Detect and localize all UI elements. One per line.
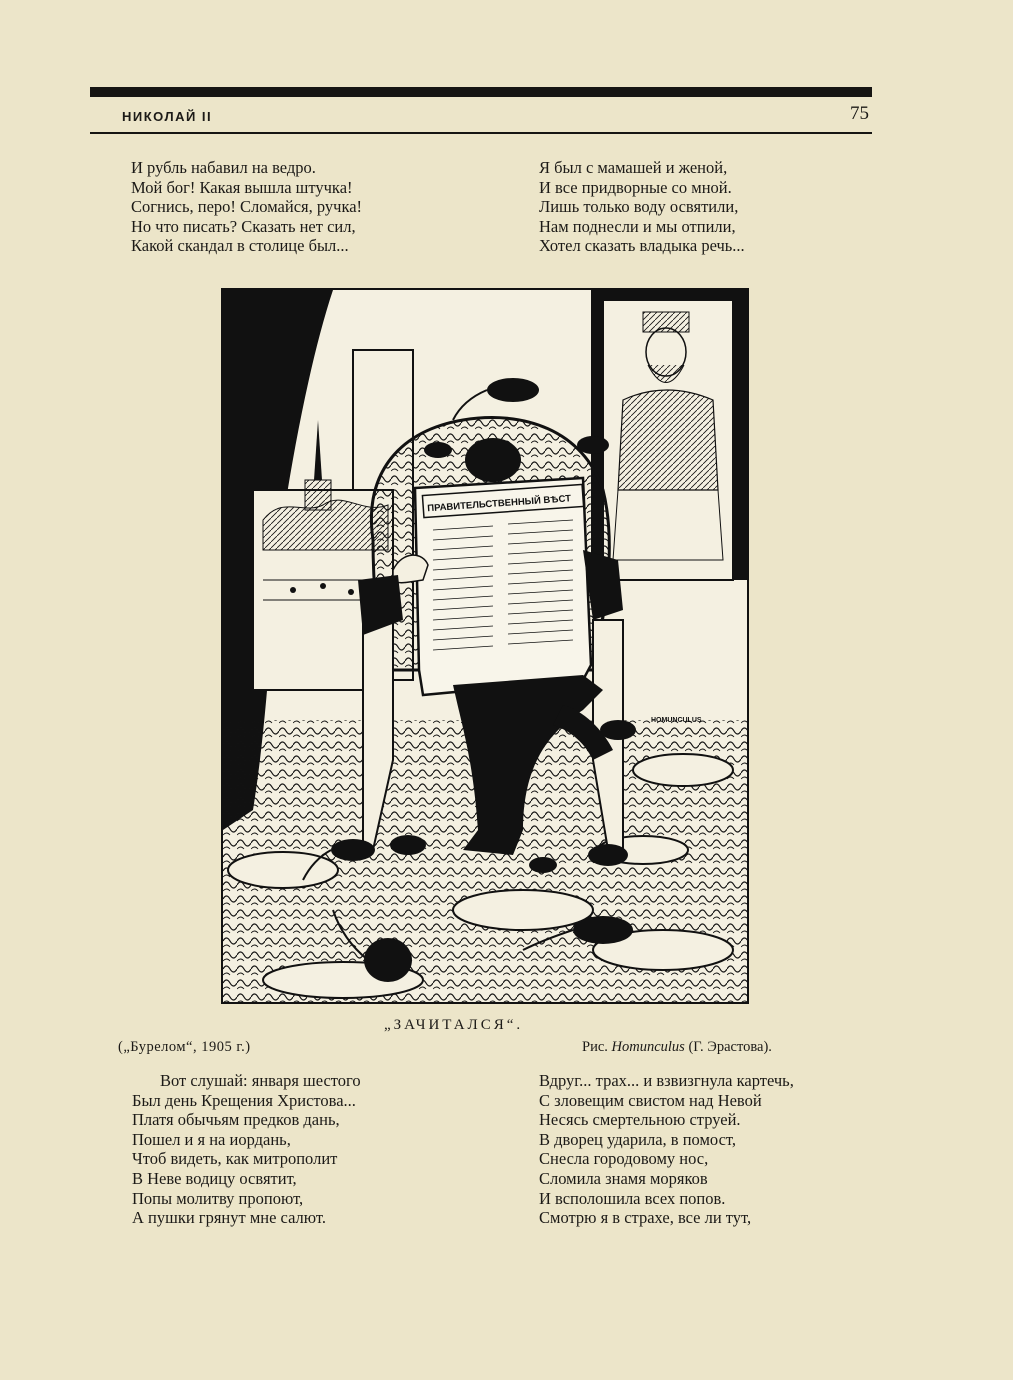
verse-line: С зловещим свистом над Невой xyxy=(539,1090,762,1110)
page-number: 75 xyxy=(850,103,869,124)
verse-line: Но что писать? Сказать нет сил, xyxy=(131,216,356,236)
verse-bottom-left xyxy=(132,1071,361,1228)
illustration-caption: „ЗАЧИТАЛСЯ“. xyxy=(384,1017,524,1033)
verse-line: Несясь смертельною струей. xyxy=(539,1110,741,1130)
verse-line: Чтоб видеть, как митрополит xyxy=(132,1149,338,1169)
verse-line: Вот слушай: января шестого xyxy=(160,1071,361,1090)
verse-line: В Неве водицу освятит, xyxy=(132,1168,297,1188)
artist-signature: HOMUNCULUS xyxy=(651,717,702,724)
credit-name: Homunculus xyxy=(611,1039,685,1055)
verse-line: Снесла городовому нос, xyxy=(539,1149,709,1169)
verse-line: Согнись, перо! Сломайся, ручка! xyxy=(131,197,363,217)
verse-top-left xyxy=(131,158,362,256)
verse-line: Лишь только воду освятили, xyxy=(539,197,739,217)
verse-line: Попы молитву пропоют, xyxy=(132,1188,304,1208)
header-rule-thin xyxy=(90,132,872,134)
newspaper-headline: ПРАВИТЕЛЬСТВЕННЫЙ ВѢСТ xyxy=(426,493,572,515)
verse-bottom-right xyxy=(539,1071,794,1228)
verse-line: Сломила знамя моряков xyxy=(539,1168,708,1188)
verse-line: Платя обычьям предков дань, xyxy=(132,1110,340,1130)
illustration-source: („Бурелом“, 1905 г.) xyxy=(118,1039,251,1055)
verse-line: И всполошила всех попов. xyxy=(539,1188,726,1208)
illustration-credit xyxy=(582,1039,772,1056)
verse-line: Хотел сказать владыка речь... xyxy=(539,236,745,256)
verse-line: А пушки грянут мне салют. xyxy=(132,1208,326,1228)
header-rule-thick xyxy=(90,87,872,97)
running-head: НИКОЛАЙ II xyxy=(122,109,213,124)
verse-line: И все придворные со мной. xyxy=(539,177,732,197)
verse-line: Мой бог! Какая вышла штучка! xyxy=(131,177,353,197)
verse-line: Был день Крещения Христова... xyxy=(132,1090,356,1110)
verse-line: Смотрю я в страхе, все ли тут, xyxy=(539,1208,752,1228)
verse-line: Какой скандал в столице был... xyxy=(131,236,349,256)
credit-prefix: Рис. xyxy=(582,1039,608,1055)
credit-suffix: (Г. Эрастова). xyxy=(688,1039,772,1055)
verse-line: В дворец ударила, в помост, xyxy=(539,1129,737,1149)
verse-line: И рубль набавил на ведро. xyxy=(131,158,316,177)
verse-top-right xyxy=(539,158,745,256)
caricature-illustration xyxy=(221,288,749,1004)
verse-line: Пошел и я на иордань, xyxy=(132,1129,291,1149)
verse-line: Нам поднесли и мы отпили, xyxy=(539,216,736,236)
verse-line: Вдруг... трах... и взвизгнула картечь, xyxy=(539,1071,794,1090)
verse-line: Я был с мамашей и женой, xyxy=(539,158,728,177)
